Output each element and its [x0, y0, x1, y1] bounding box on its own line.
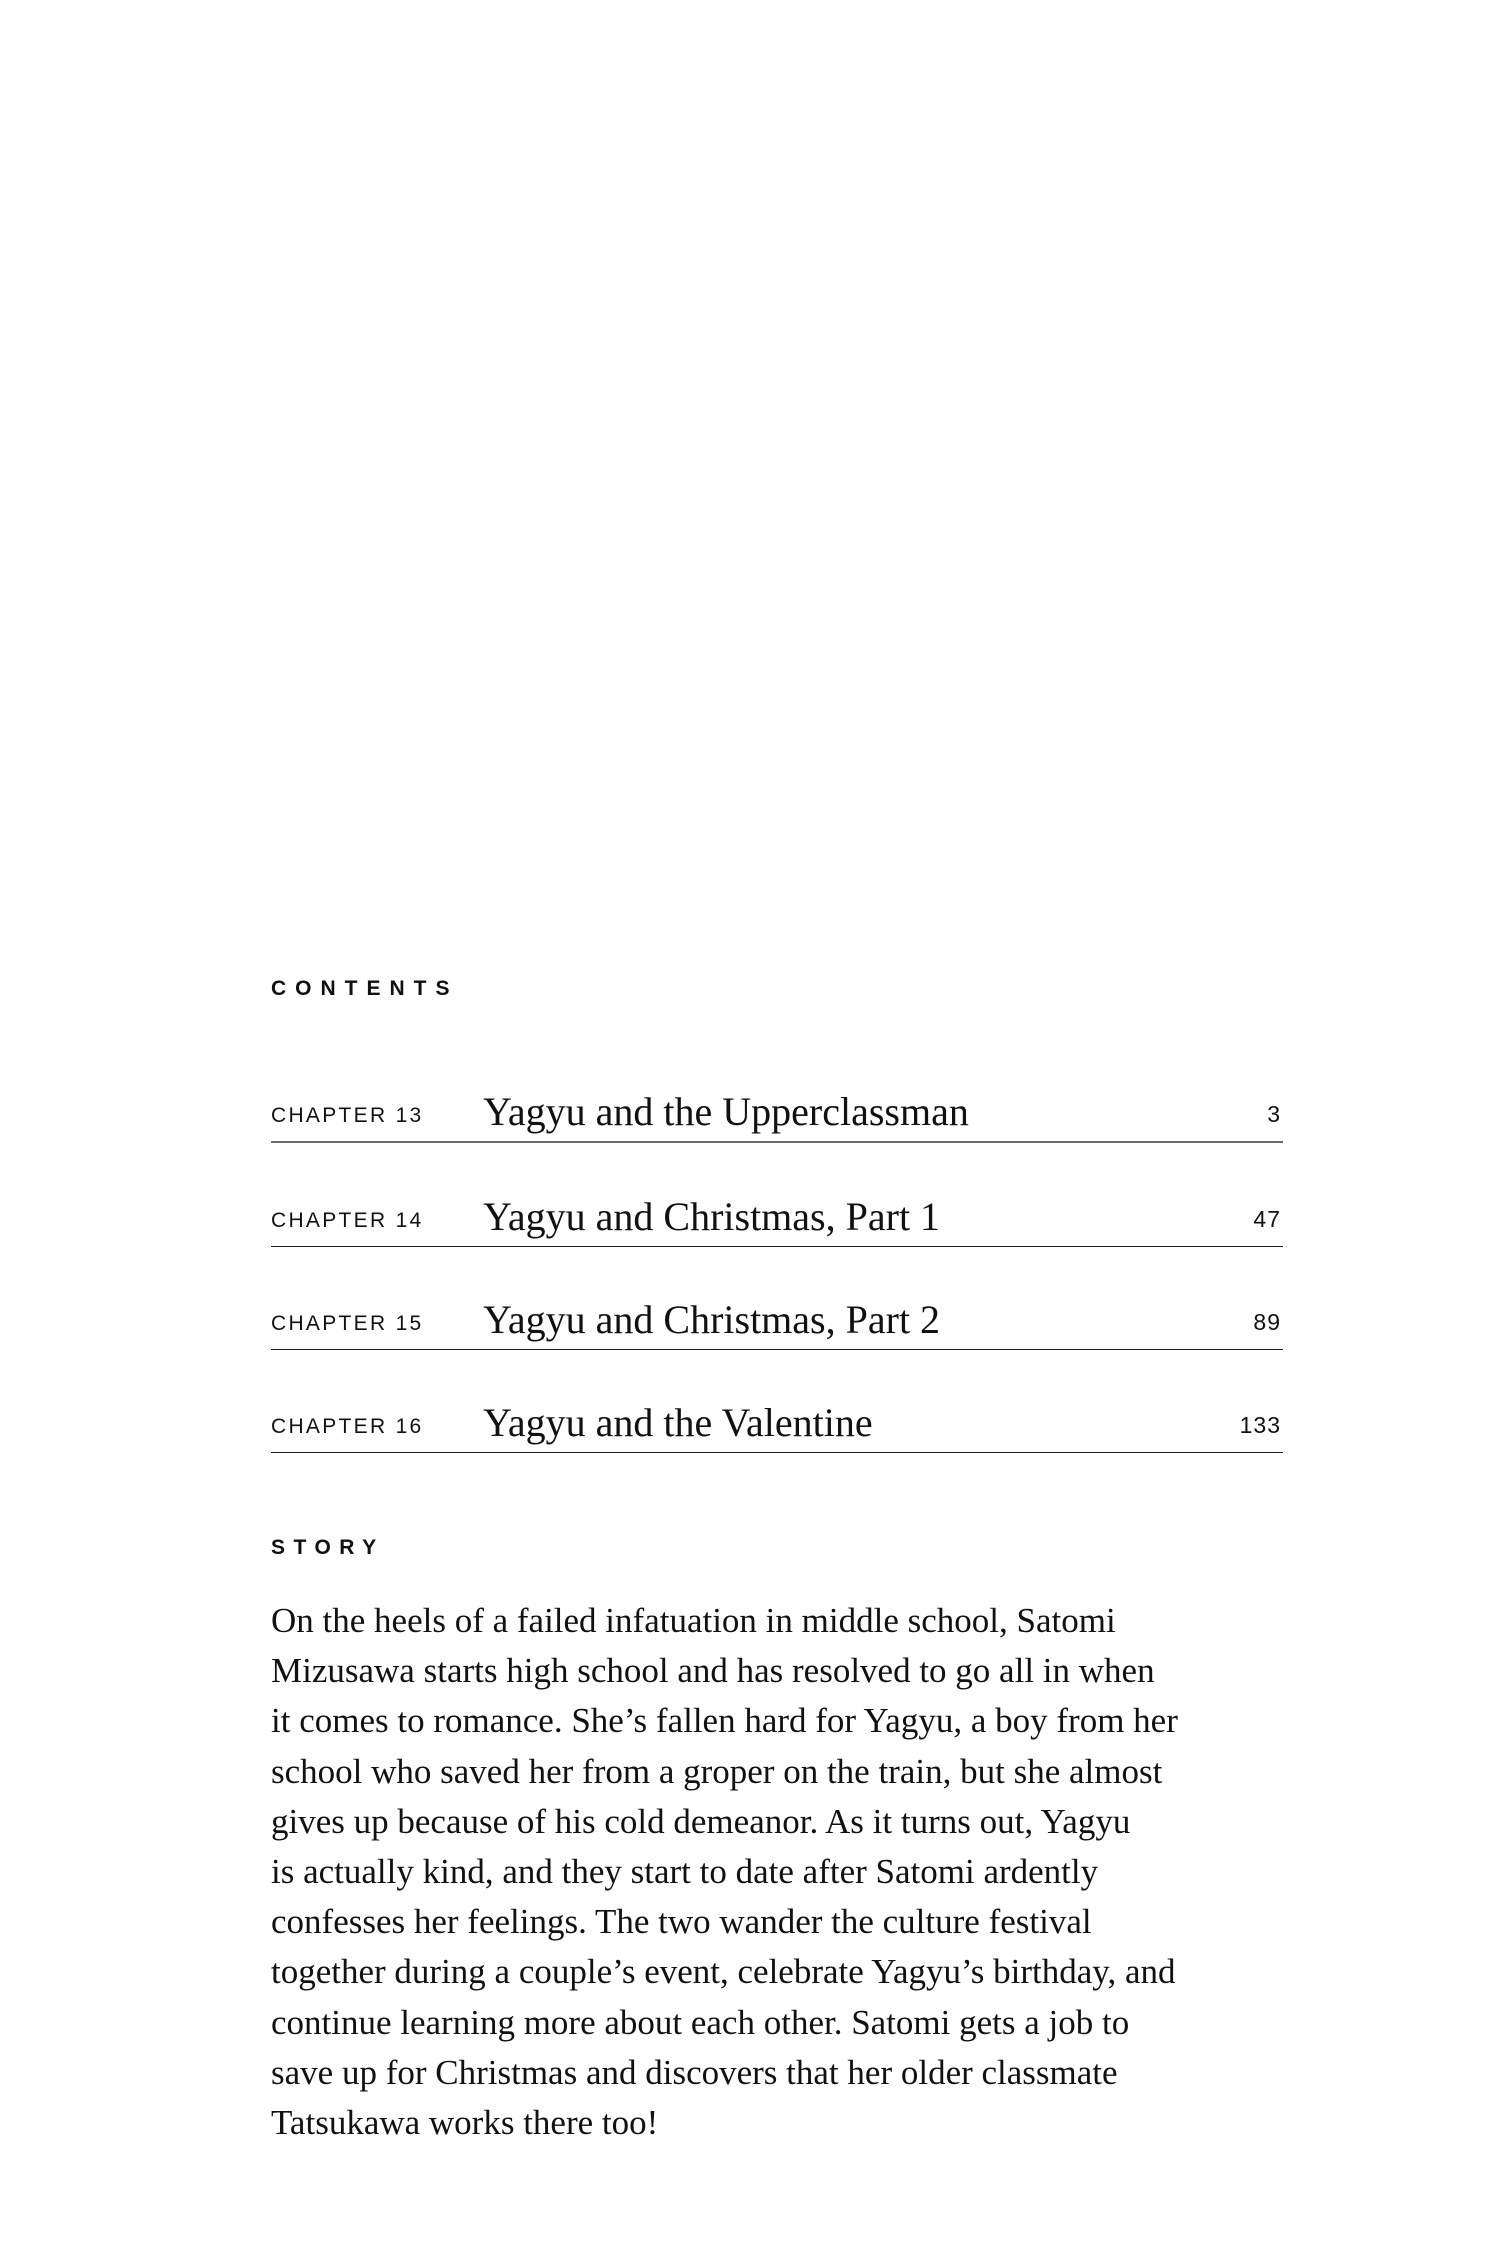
- chapter-title[interactable]: Yagyu and the Upperclassman: [483, 1089, 969, 1135]
- chapter-title[interactable]: Yagyu and Christmas, Part 1: [483, 1193, 941, 1239]
- story-line: gives up because of his cold demeanor. As it turns out, Yagyu: [271, 1801, 1131, 1841]
- toc-entry-rule: [271, 1287, 1283, 1350]
- story-line: Tatsukawa works there too!: [271, 2103, 659, 2143]
- chapter-title[interactable]: Yagyu and the Valentine: [483, 1400, 873, 1446]
- chapter-label: CHAPTER 14: [271, 1208, 424, 1232]
- story-line: is actually kind, and they start to date after Satomi ardently: [271, 1852, 1099, 1892]
- story-line: confesses her feelings. The two wander the culture festival: [271, 1902, 1092, 1942]
- story-line: Mizusawa starts high school and has resolved to go all in when: [271, 1651, 1155, 1691]
- story-heading: STORY: [271, 1536, 385, 1559]
- toc-entry[interactable]: [271, 1247, 1283, 1350]
- story-line: school who saved her from a groper on the train, but she almost: [271, 1751, 1163, 1791]
- contents-heading: CONTENTS: [271, 977, 459, 1000]
- chapter-label: CHAPTER 16: [271, 1415, 424, 1439]
- toc-entry-rule: [271, 1184, 1283, 1247]
- story-line: it comes to romance. She’s fallen hard for Yagyu, a boy from her: [271, 1701, 1178, 1741]
- toc-entry[interactable]: [271, 1350, 1283, 1453]
- story-paragraph: [271, 1596, 1331, 2148]
- toc-entry[interactable]: [271, 1040, 1283, 1143]
- table-of-contents: [271, 1040, 1283, 1453]
- page-number: 89: [1253, 1308, 1281, 1335]
- toc-entry-rule: [271, 1079, 1283, 1143]
- story-line: On the heels of a failed infatuation in middle school, Satomi: [271, 1601, 1116, 1640]
- page-number: 47: [1253, 1205, 1281, 1232]
- story-line: continue learning more about each other. Satomi gets a job to: [271, 2002, 1130, 2042]
- story-line: save up for Christmas and discovers that her older classmate: [271, 2052, 1118, 2092]
- toc-entry-rule: [271, 1390, 1283, 1453]
- chapter-label: CHAPTER 15: [271, 1311, 424, 1335]
- chapter-label: CHAPTER 13: [271, 1104, 424, 1128]
- page-number: 133: [1239, 1412, 1281, 1439]
- toc-entry[interactable]: [271, 1143, 1283, 1246]
- story-line: together during a couple’s event, celebrate Yagyu’s birthday, and: [271, 1952, 1176, 1992]
- page-number: 3: [1267, 1101, 1281, 1128]
- chapter-title[interactable]: Yagyu and Christmas, Part 2: [483, 1296, 941, 1342]
